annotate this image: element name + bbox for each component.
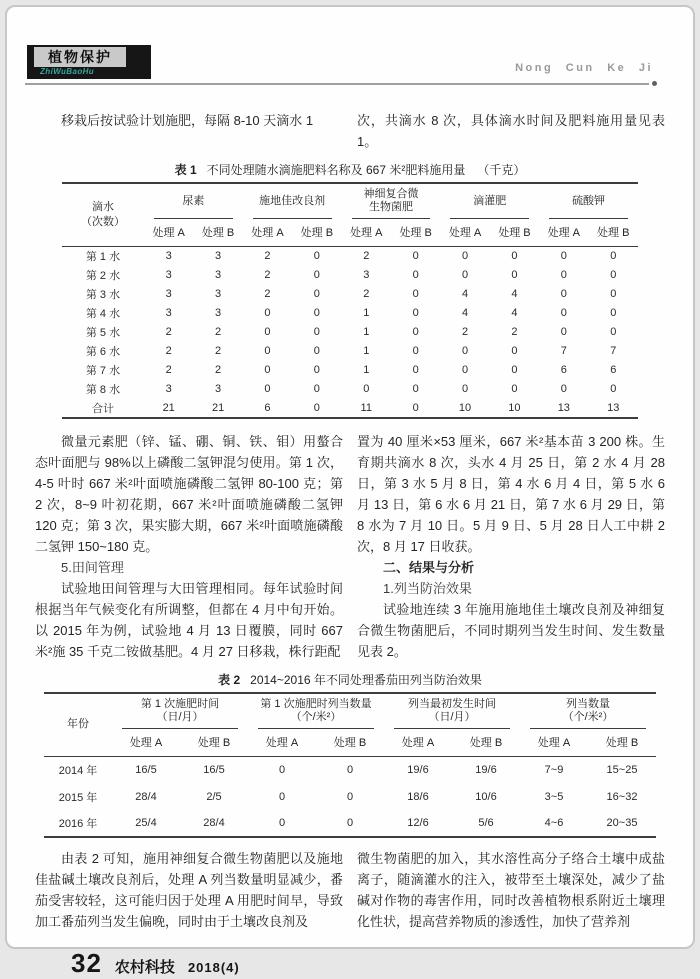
cell: 2	[461, 326, 469, 338]
cell: 0	[313, 326, 320, 338]
table-1	[62, 182, 638, 419]
cell: 3	[165, 307, 172, 319]
cell: 0	[511, 250, 518, 263]
paragraph: 试验地连续 3 年施用施地佳土壤改良剂及神细复合微生物菌肥后，不同时期列当发生时间、发生数量见表 2。	[357, 601, 665, 659]
paragraph: 置为 40 厘米×53 厘米，667 米²基本苗 3 200 株。生育期共滴水 8 次，头水 4 月 25 日，第 2 水 4 月 28 日，第 3 水 5 月 8 日，第 4 水 6 月 4 日，第 5 水 6 月 13 日，第 6 水 6 月 21 日，第 7 水 6 月 29 日，第 8 水为 7 月 10 日。5 月 9 日、5 月 28 日人工中耕 2 次，8 月 17 日收获。	[357, 433, 665, 554]
table2-group-broomrape-count: 列当数量 （个/米²）	[520, 693, 656, 729]
cell: 18/6	[407, 790, 429, 803]
table-row	[44, 783, 656, 810]
cell: 0	[313, 364, 320, 376]
cell: 0	[461, 269, 469, 281]
treatment-a-header: 处理 A	[547, 227, 581, 239]
cell: 6	[610, 364, 617, 376]
cell: 25/4	[135, 817, 157, 829]
cell: 19/6	[475, 763, 497, 776]
cell: 0	[560, 269, 567, 281]
cell: 0	[610, 326, 617, 338]
row-label: 合计	[92, 402, 114, 415]
table2-caption	[35, 671, 665, 688]
cell: 2	[165, 326, 172, 338]
cell: 16/5	[135, 763, 157, 776]
cell: 2	[215, 326, 222, 338]
cell: 0	[610, 269, 617, 281]
cell: 0	[412, 383, 419, 395]
cell: 11	[360, 401, 372, 414]
treatment-b-header: 处理 B	[597, 227, 630, 239]
cell: 0	[511, 269, 518, 281]
table-row	[62, 285, 638, 304]
cell: 3	[215, 307, 222, 319]
table1-group-drip-fertilizer: 滴灌肥	[440, 183, 539, 219]
page-sheet	[5, 5, 695, 978]
table-row	[62, 247, 638, 266]
table1-group-header-row	[62, 183, 638, 219]
cell: 0	[461, 345, 469, 357]
cell: 0	[610, 288, 617, 300]
cell: 0	[313, 345, 320, 357]
cell: 0	[560, 250, 567, 263]
table1-caption	[35, 161, 665, 178]
cell: 10/6	[475, 790, 497, 803]
treatment-a-header: 处理 A	[251, 227, 284, 239]
table2-group-first-occurrence-time: 列当最初发生时间 （日/月）	[384, 693, 520, 729]
cell: 4	[461, 288, 469, 300]
section-badge-subtitle: ZhiWuBaoHu	[40, 67, 95, 76]
row-label: 第 5 水	[85, 327, 121, 339]
cell: 0	[313, 288, 320, 300]
table1-group-soil-conditioner: 施地佳改良剂	[243, 183, 342, 219]
cell: 3	[165, 269, 172, 281]
cell: 2	[264, 269, 271, 281]
cell: 2	[363, 250, 370, 263]
cell: 3	[215, 288, 222, 300]
cell: 3~5	[544, 790, 564, 803]
cell: 0	[461, 383, 469, 395]
cell: 6	[264, 401, 271, 414]
cell: 1	[363, 307, 370, 319]
section-badge	[27, 45, 151, 79]
table-row	[62, 266, 638, 285]
cell: 0	[313, 250, 320, 263]
table2-caption-label: 表 2	[218, 672, 241, 687]
cell: 5/6	[478, 817, 494, 829]
cell: 3	[363, 269, 370, 281]
article-body	[7, 86, 693, 932]
cell: 13	[607, 401, 620, 414]
row-label: 第 1 水	[85, 251, 121, 264]
bottom-section	[35, 848, 665, 932]
table-row	[62, 342, 638, 361]
treatment-b-header: 处理 B	[333, 736, 367, 749]
treatment-b-header: 处理 B	[197, 736, 231, 749]
paragraph: 微量元素肥（锌、锰、硼、铜、铁、钼）用螯合态叶面肥与 98%以上磷酸二氢钾混匀使用。第 1 次，4-5 叶时 667 米²叶面喷施磷酸二氢钾 80-100 克；第 2 次，8~9 叶初花期，667 米²叶面喷施磷酸二氢钾 120 克；第 3 次，果实膨大期，667 米²叶面喷施磷酸二氢钾 150~180 克。	[35, 433, 343, 554]
cell: 16/5	[203, 763, 225, 776]
cell: 4~6	[544, 817, 564, 829]
treatment-b-header: 处理 B	[300, 227, 334, 239]
cell: 0	[412, 401, 419, 414]
cell: 4	[461, 307, 469, 319]
table1-group-bio-fertilizer: 神细复合微 生物菌肥	[342, 183, 441, 219]
row-label: 第 8 水	[85, 384, 121, 396]
cell: 0	[264, 383, 271, 395]
cell: 0	[511, 383, 518, 395]
cell: 0	[264, 364, 271, 376]
cell: 21	[211, 401, 225, 414]
cell: 4	[511, 288, 518, 300]
cell: 1	[363, 345, 370, 357]
row-label: 第 4 水	[85, 308, 121, 320]
cell: 3	[215, 250, 222, 263]
treatment-a-header: 处理 A	[537, 736, 571, 749]
cell: 10	[458, 401, 472, 414]
cell: 19/6	[407, 763, 429, 776]
table2-group-first-fert-time: 第 1 次施肥时间 （日/月）	[112, 693, 248, 729]
cell: 20~35	[606, 817, 638, 829]
intro-section	[35, 110, 665, 152]
treatment-b-header: 处理 B	[605, 736, 639, 749]
cell: 3	[215, 383, 222, 395]
cell: 2	[264, 288, 271, 300]
bottom-right-column: 微生物菌肥的加入，其水溶性高分子络合土壤中成盐离子，随滴灌水的注入，被带至土壤深处，减少了盐碱对作物的毒害作用，同时改善植物根系附近土壤理化性状，提高营养物质的渗透性，加快了营养剂	[357, 851, 665, 929]
row-label: 第 6 水	[85, 346, 121, 358]
cell: 0	[412, 250, 419, 263]
cell: 0	[461, 250, 469, 263]
cell: 1	[363, 326, 370, 338]
cell: 2	[215, 364, 222, 376]
cell: 0	[346, 817, 354, 829]
table1-treatment-header-row	[62, 219, 638, 247]
cell: 0	[560, 288, 567, 300]
cell: 0	[264, 326, 271, 338]
table2-col-year: 年份	[67, 718, 89, 730]
cell: 28/4	[203, 817, 225, 829]
cell: 6	[560, 364, 567, 376]
table2-treatment-header-row	[44, 729, 656, 757]
cell: 2	[363, 288, 370, 300]
cell: 3	[165, 250, 172, 263]
cell: 0	[313, 401, 320, 414]
cell: 1	[363, 364, 370, 376]
treatment-a-header: 处理 A	[350, 227, 383, 239]
cell: 3	[215, 269, 222, 281]
cell: 0	[412, 326, 419, 338]
row-label: 第 2 水	[85, 270, 121, 282]
cell: 0	[313, 269, 320, 281]
cell: 0	[346, 763, 354, 776]
treatment-b-header: 处理 B	[469, 736, 503, 749]
cell: 2	[264, 250, 271, 263]
cell: 2	[511, 326, 518, 338]
table1-group-potassium-sulfate: 硫酸钾	[539, 183, 638, 219]
mid-section	[35, 431, 665, 662]
subsection-heading: 1.列当防治效果	[383, 580, 472, 596]
intro-left-column: 移栽后按试验计划施肥，每隔 8-10 天滴水 1	[61, 113, 314, 128]
cell: 0	[560, 383, 567, 395]
treatment-a-header: 处理 A	[265, 736, 299, 749]
cell: 0	[412, 364, 419, 376]
header-rule-line	[25, 83, 649, 85]
subsection-heading: 5.田间管理	[61, 559, 124, 575]
cell: 7	[560, 345, 567, 357]
cell: 0	[511, 345, 518, 357]
cell: 2	[215, 345, 222, 357]
cell: 0	[313, 307, 320, 319]
row-label: 2014 年	[58, 764, 98, 777]
cell: 0	[264, 307, 271, 319]
cell: 3	[165, 288, 172, 300]
cell: 0	[412, 269, 419, 281]
table1-col-water-line2: （次数）	[81, 216, 125, 228]
table1-col-water	[62, 183, 144, 247]
journal-pinyin: Nong Cun Ke Ji	[515, 62, 653, 74]
treatment-b-header: 处理 B	[201, 227, 235, 239]
cell: 0	[461, 364, 469, 376]
cell: 0	[610, 250, 617, 263]
cell: 0	[313, 383, 320, 395]
paragraph: 试验地田间管理与大田管理相同。每年试验时间根据当年气候变化有所调整，但都在 4 月中旬开始。以 2015 年为例，试验地 4 月 13 日覆膜，同时 667 米²施 35 千克二铵做基肥。4 月 27 日移栽，株行距配	[35, 580, 343, 659]
cell: 16~32	[606, 790, 638, 803]
row-label: 第 7 水	[85, 365, 121, 377]
table-row	[62, 380, 638, 399]
cell: 4	[511, 307, 518, 319]
left-column	[35, 431, 343, 662]
table2-group-broomrape-at-first-fert: 第 1 次施肥时列当数量 （个/米²）	[248, 693, 384, 729]
treatment-a-header: 处理 A	[152, 227, 185, 239]
table2-group-header-row	[44, 693, 656, 729]
cell: 0	[511, 364, 518, 376]
table-row	[62, 304, 638, 323]
cell: 7	[610, 345, 617, 357]
table1-caption-unit: （千克）	[477, 163, 526, 177]
table-row	[62, 323, 638, 342]
treatment-a-header: 处理 A	[129, 736, 163, 749]
cell: 0	[560, 326, 567, 338]
cell: 15~25	[606, 763, 638, 776]
table1-caption-label: 表 1	[174, 163, 197, 177]
table-row	[44, 810, 656, 837]
cell: 12/6	[407, 817, 429, 829]
row-label: 2015 年	[58, 791, 98, 804]
cell: 0	[412, 345, 419, 357]
table1-col-water-line1: 滴水	[92, 201, 114, 213]
issue-number: 2018(4)	[187, 960, 240, 975]
cell: 2/5	[206, 790, 222, 803]
intro-right-column: 次，共滴水 8 次，具体滴水时间及肥料施用量见表 1。	[357, 113, 665, 149]
table-total-row	[62, 399, 638, 418]
header-rule-dot-icon	[652, 81, 657, 86]
cell: 10	[508, 401, 521, 414]
cell: 2	[165, 364, 172, 376]
page-footer	[71, 948, 693, 979]
table1-group-urea: 尿素	[144, 183, 243, 219]
section-heading: 二、结果与分析	[383, 559, 475, 575]
bottom-left-column: 由表 2 可知，施用神细复合微生物菌肥以及施地佳盐碱土壤改良剂后，处理 A 列当数量明显减少，番茄受害较轻，这可能归因于处理 A 用肥时间早，导致加工番茄列当发生偏晚，同时由于土壤改良剂及	[35, 851, 343, 929]
page-header	[27, 45, 653, 79]
table1-caption-text: 不同处理随水滴施肥料名称及 667 米²肥料施用量	[206, 163, 466, 177]
cell: 0	[278, 790, 286, 803]
cell: 13	[557, 401, 570, 414]
journal-title: 农村科技	[114, 959, 175, 976]
cell: 21	[162, 401, 175, 414]
treatment-b-header: 处理 B	[399, 227, 432, 239]
cell: 28/4	[135, 790, 157, 803]
cell: 0	[610, 307, 617, 319]
table-row	[44, 756, 656, 783]
cell: 0	[412, 307, 419, 319]
row-label: 第 3 水	[85, 289, 121, 301]
page-number: 32	[71, 948, 102, 978]
treatment-a-header: 处理 A	[448, 227, 482, 239]
table-2	[44, 692, 656, 839]
cell: 0	[412, 288, 419, 300]
section-badge-title: 植物保护	[34, 47, 126, 67]
cell: 0	[264, 345, 271, 357]
cell: 0	[610, 383, 617, 395]
cell: 0	[363, 383, 370, 395]
cell: 0	[346, 790, 354, 803]
table2-caption-text: 2014~2016 年不同处理番茄田列当防治效果	[250, 672, 482, 687]
treatment-a-header: 处理 A	[401, 736, 435, 749]
row-label: 2016 年	[58, 818, 98, 830]
cell: 0	[278, 763, 286, 776]
right-column	[357, 431, 665, 662]
cell: 0	[560, 307, 567, 319]
cell: 7~9	[544, 763, 564, 776]
treatment-b-header: 处理 B	[498, 227, 531, 239]
cell: 2	[165, 345, 172, 357]
cell: 3	[165, 383, 172, 395]
cell: 0	[278, 817, 286, 829]
table-row	[62, 361, 638, 380]
